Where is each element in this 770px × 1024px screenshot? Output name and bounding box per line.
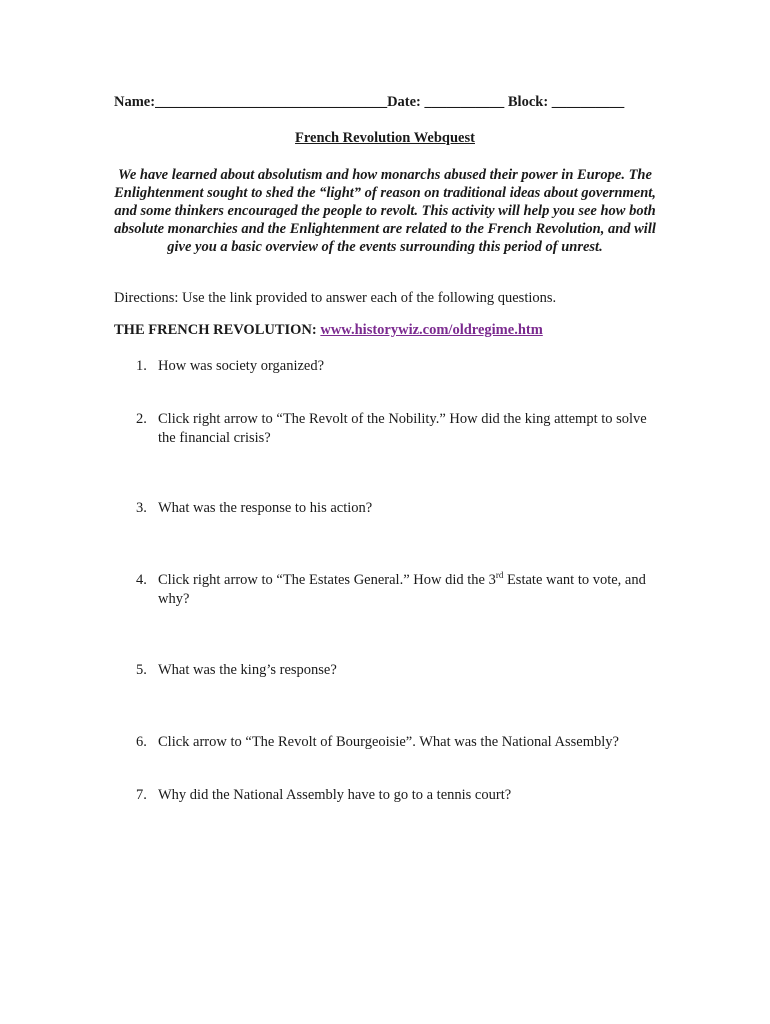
question-text: Why did the National Assembly have to go to a tennis court? bbox=[158, 787, 512, 803]
question-text-part: Estate want to vote, and why? bbox=[158, 572, 646, 607]
question-4 bbox=[136, 571, 656, 609]
question-text: Click right arrow to “The Revolt of the Nobility.” How did the king attempt to solve the financial crisis? bbox=[158, 411, 647, 446]
question-number: 1. bbox=[136, 358, 147, 374]
question-number: 2. bbox=[136, 411, 147, 427]
question-number: 4. bbox=[136, 572, 147, 588]
question-text bbox=[158, 571, 656, 609]
question-2 bbox=[136, 410, 656, 448]
question-text: What was the response to his action? bbox=[158, 500, 373, 516]
name-date-block-line: Name:________________________________Date: ___________ Block: __________ bbox=[114, 94, 625, 110]
historywiz-link[interactable]: www.historywiz.com/oldregime.htm bbox=[320, 322, 543, 338]
section-label: THE FRENCH REVOLUTION: bbox=[114, 322, 321, 338]
question-number: 6. bbox=[136, 734, 147, 750]
question-number: 3. bbox=[136, 500, 147, 516]
question-text: What was the king’s response? bbox=[158, 662, 337, 678]
question-number: 7. bbox=[136, 787, 147, 803]
intro-paragraph: We have learned about absolutism and how monarchs abused their power in Europe. The Enlightenment sought to shed the “light” of reason on traditional ideas about government, and some thinkers encouraged the people to revolt. This activity will help you see how both absolute monarchies and the Enlightenment are related to the French Revolution, and will give you a basic overview of the events surrounding this period of unrest. bbox=[114, 167, 656, 255]
question-7 bbox=[136, 786, 656, 805]
ordinal-suffix: rd bbox=[495, 570, 504, 581]
question-number: 5. bbox=[136, 662, 147, 678]
section-heading bbox=[114, 322, 543, 339]
directions-text: Directions: Use the link provided to answer each of the following questions. bbox=[114, 290, 557, 306]
question-1 bbox=[136, 357, 656, 376]
question-text: How was society organized? bbox=[158, 358, 325, 374]
question-text-part: Click right arrow to “The Estates General.” How did the 3 bbox=[158, 572, 496, 588]
question-3 bbox=[136, 499, 656, 518]
page-title: French Revolution Webquest bbox=[295, 130, 475, 146]
question-text: Click arrow to “The Revolt of Bourgeoisie”. What was the National Assembly? bbox=[158, 734, 619, 750]
question-6 bbox=[136, 733, 656, 752]
question-5 bbox=[136, 661, 656, 680]
